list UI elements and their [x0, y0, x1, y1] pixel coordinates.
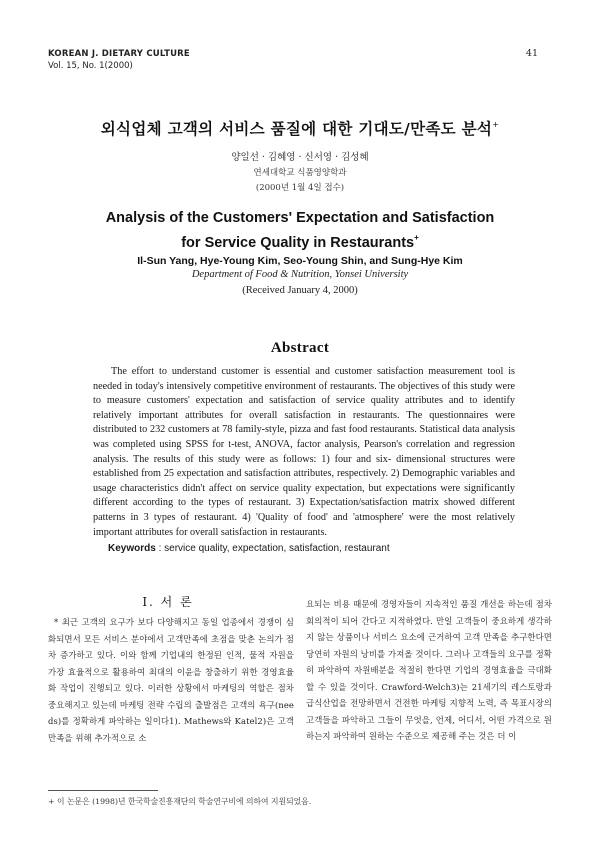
- keywords-line: [108, 543, 528, 554]
- section-heading: I. 서 론: [142, 595, 194, 609]
- journal-header: [48, 48, 190, 72]
- korean-authors: 양일선 · 김혜영 · 신서영 · 김성혜: [231, 152, 369, 163]
- english-department: Department of Food & Nutrition, Yonsei University: [191, 269, 409, 280]
- english-title-mark: +: [414, 233, 419, 242]
- footnote-rule: [48, 790, 158, 791]
- korean-received-date: (2000년 1월 4일 접수): [255, 183, 345, 193]
- english-authors: Il-Sun Yang, Hye-Young Kim, Seo-Young Shin, and Sung-Hye Kim: [137, 255, 463, 267]
- english-received-date: (Received January 4, 2000): [242, 285, 358, 296]
- keywords-list: : service quality, expectation, satisfaction, restaurant: [155, 543, 390, 554]
- abstract-body: The effort to understand customer is essential and customer satisfaction measurement tool is needed in today's intensively competitive environment of restaurants. The objectives of this study were to measure customers' expectation and satisfaction of service quality attributes and to identify relatively important attributes for overall satisfaction in restaurants. The questionnaires were distributed to 232 customers at 78 family-style, pizza and fast food restaurants. Statistical data analysis was completed using SPSS for t-test, ANOVA, factor analysis, Pearson's correlation and regression analysis. The results of this study were as follows: 1) four and six- dimensional structures were established from 25 expectation and satisfaction attributes, respectively. 2) Demographic variables and usage characteristics didn't affect on service quality expectation, but expectations were significantly different according to the types of restaurant. 3) Expectation/satisfaction matrix showed different patterns in 3 types of restaurant. 4) 'Quality of food' and 'atmosphere' were the most relatively important attributes for overall satisfaction in restaurants.: [93, 366, 515, 538]
- english-title-line1: Analysis of the Customers' Expectation and Satisfaction: [105, 210, 495, 226]
- journal-name: KOREAN J. DIETARY CULTURE: [48, 49, 190, 59]
- abstract-heading: Abstract: [270, 340, 330, 356]
- english-title-line2-wrap: [0, 228, 600, 253]
- korean-department: 연세대학교 식품영양학과: [253, 168, 347, 178]
- english-title: [0, 208, 600, 253]
- footnote: + 이 논문은 (1998)년 한국학술진흥재단의 학술연구비에 의하여 지원되었음.: [48, 797, 312, 806]
- body-right-column: 요되는 비용 때문에 경영자들이 지속적인 품질 개선을 하는데 점차 회의적이 되어 간다고 지적하였다. 만일 고객들이 중요하게 생각하지 않는 상품이나 서비스 요소에 근거하여 고객 만족을 추구한다면 당연히 자원의 낭비를 가져올 것이다. 그러나 고객들의 요구를 정확히 파악하여 자원배분을 적절히 한다면 기업의 경영효율을 극대화할 수 있을 것이다. Crawford-Welch3)는 21세기의 레스토랑과 급식산업을 전망하면서 건전한 마케팅 지향적 노력, 즉 목표시장의 고객들을 파악하고 그들이 무엇을, 언제, 어디서, 어떤 가격으로 원하는지 파악하여 원하는 수준으로 제공해 주는 것은 더 이: [306, 599, 552, 741]
- body-left-column: * 최근 고객의 요구가 보다 다양해지고 동일 업종에서 경쟁이 심화되면서 모든 서비스 분야에서 고객만족에 초점을 맞춘 논의가 점차 증가하고 있다. 이와 함께 기업내의 한정된 인적, 물적 자원을 가장 효율적으로 활용하여 최대의 이윤을 창출하기 위한 경영효율화 작업이 진행되고 있다. 이러한 상황에서 마케팅의 역할은 점차 중요해지고 있는데 마케팅 전략 수립의 출발점은 고객의 욕구(needs)를 정확하게 파악하는 일이다1). Mathews와 Katel2)은 고객만족을 위해 추가적으로 소: [48, 617, 294, 743]
- english-title-line2: for Service Quality in Restaurants: [181, 235, 415, 251]
- korean-title-text: 외식업체 고객의 서비스 품질에 대한 기대도/만족도 분석: [100, 120, 493, 138]
- page-number: 41: [525, 48, 538, 59]
- korean-title: [0, 117, 600, 139]
- journal-volume: Vol. 15, No. 1(2000): [48, 61, 133, 71]
- keywords-label: Keywords: [108, 543, 156, 554]
- korean-title-mark: +: [492, 120, 500, 129]
